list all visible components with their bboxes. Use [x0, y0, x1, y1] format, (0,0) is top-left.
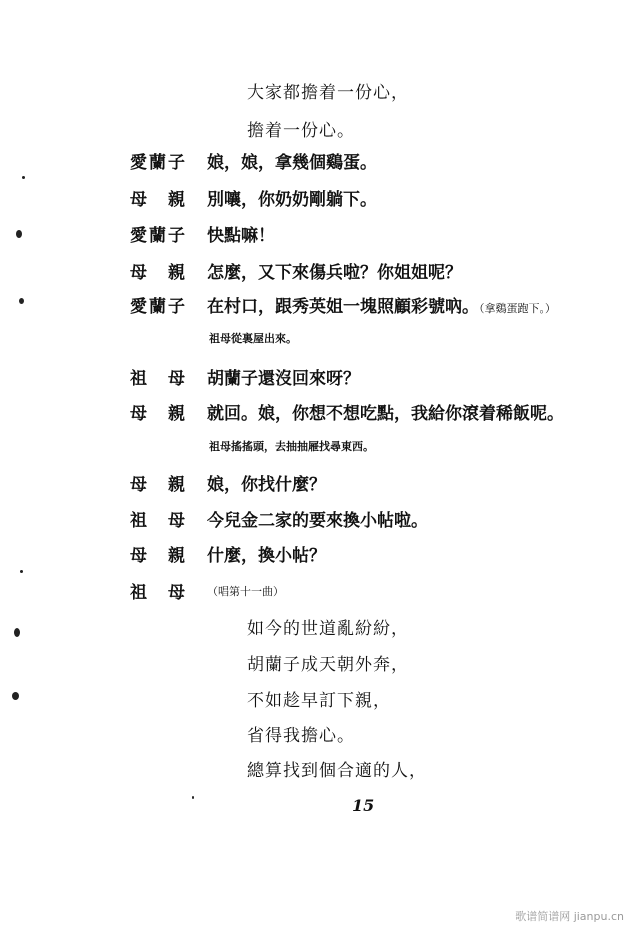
- speech-text: 什麼，換小帖？: [207, 546, 326, 566]
- verse-line: 如今的世道亂紛紛，: [247, 619, 409, 639]
- dialogue-row: [0, 221, 640, 251]
- scan-speck: [12, 692, 19, 700]
- speaker-name: 母 親: [130, 546, 187, 566]
- stage-direction: 祖母搖搖頭，去抽抽屜找尋東西。: [209, 440, 374, 453]
- dialogue-row: [0, 364, 640, 394]
- dialogue-row: [0, 470, 640, 500]
- speaker-name: 祖 母: [130, 583, 187, 603]
- speech-text: 就回。娘，你想不想吃點，我給你滾着稀飯呢。: [207, 404, 564, 424]
- speech-text: 快點嘛！: [207, 226, 275, 246]
- speech-text: 娘，娘，拿幾個鷄蛋。: [207, 153, 377, 173]
- verse-line: 胡蘭子成天朝外奔，: [247, 655, 409, 675]
- scan-speck: [20, 570, 23, 573]
- stage-note: （拿鷄蛋跑下。）: [479, 302, 556, 315]
- dialogue-row: [0, 506, 640, 536]
- speech-text: 別嚷，你奶奶剛躺下。: [207, 190, 377, 210]
- speaker-name: 母 親: [130, 475, 187, 495]
- dialogue-row: [0, 541, 640, 571]
- verse-line: 大家都擔着一份心，: [247, 83, 409, 103]
- speaker-name: 愛蘭子: [130, 153, 187, 173]
- speech-text: 胡蘭子還沒回來呀？: [207, 369, 360, 389]
- speech-main: 在村口，跟秀英姐一塊照顧彩號吶。: [207, 297, 479, 317]
- dialogue-row: [0, 185, 640, 215]
- speaker-name: 祖 母: [130, 369, 187, 389]
- speaker-name: 愛蘭子: [130, 226, 187, 246]
- speaker-name: 母 親: [130, 190, 187, 210]
- verse-line: 省得我擔心。: [247, 726, 355, 746]
- scan-speck: [192, 796, 194, 799]
- speaker-name: 母 親: [130, 404, 187, 424]
- scan-speck: [14, 628, 20, 637]
- dialogue-row: [0, 292, 640, 322]
- speech-text: [207, 292, 556, 317]
- speech-text: 娘，你找什麼？: [207, 475, 326, 495]
- speaker-name: 祖 母: [130, 511, 187, 531]
- verse-line: 擔着一份心。: [247, 121, 355, 141]
- watermark: 歌谱简谱网 jianpu.cn: [515, 910, 624, 923]
- dialogue-row: [0, 578, 640, 608]
- verse-line: 總算找到個合適的人，: [247, 761, 427, 781]
- scan-speck: [22, 176, 25, 179]
- stage-direction: 祖母從裏屋出來。: [209, 332, 297, 345]
- scan-speck: [19, 298, 24, 304]
- dialogue-row: [0, 258, 640, 288]
- speech-text: 怎麼，又下來傷兵啦？你姐姐呢？: [207, 263, 462, 283]
- speaker-name: 母 親: [130, 263, 187, 283]
- dialogue-row: [0, 148, 640, 178]
- page-number: 15: [352, 796, 375, 815]
- scan-speck: [16, 230, 22, 238]
- speaker-name: 愛蘭子: [130, 297, 187, 317]
- song-cue: （唱第十一曲）: [207, 585, 284, 598]
- verse-line: 不如趁早訂下親，: [247, 691, 391, 711]
- speech-text: 今兒金二家的要來換小帖啦。: [207, 511, 428, 531]
- dialogue-row: [0, 399, 640, 429]
